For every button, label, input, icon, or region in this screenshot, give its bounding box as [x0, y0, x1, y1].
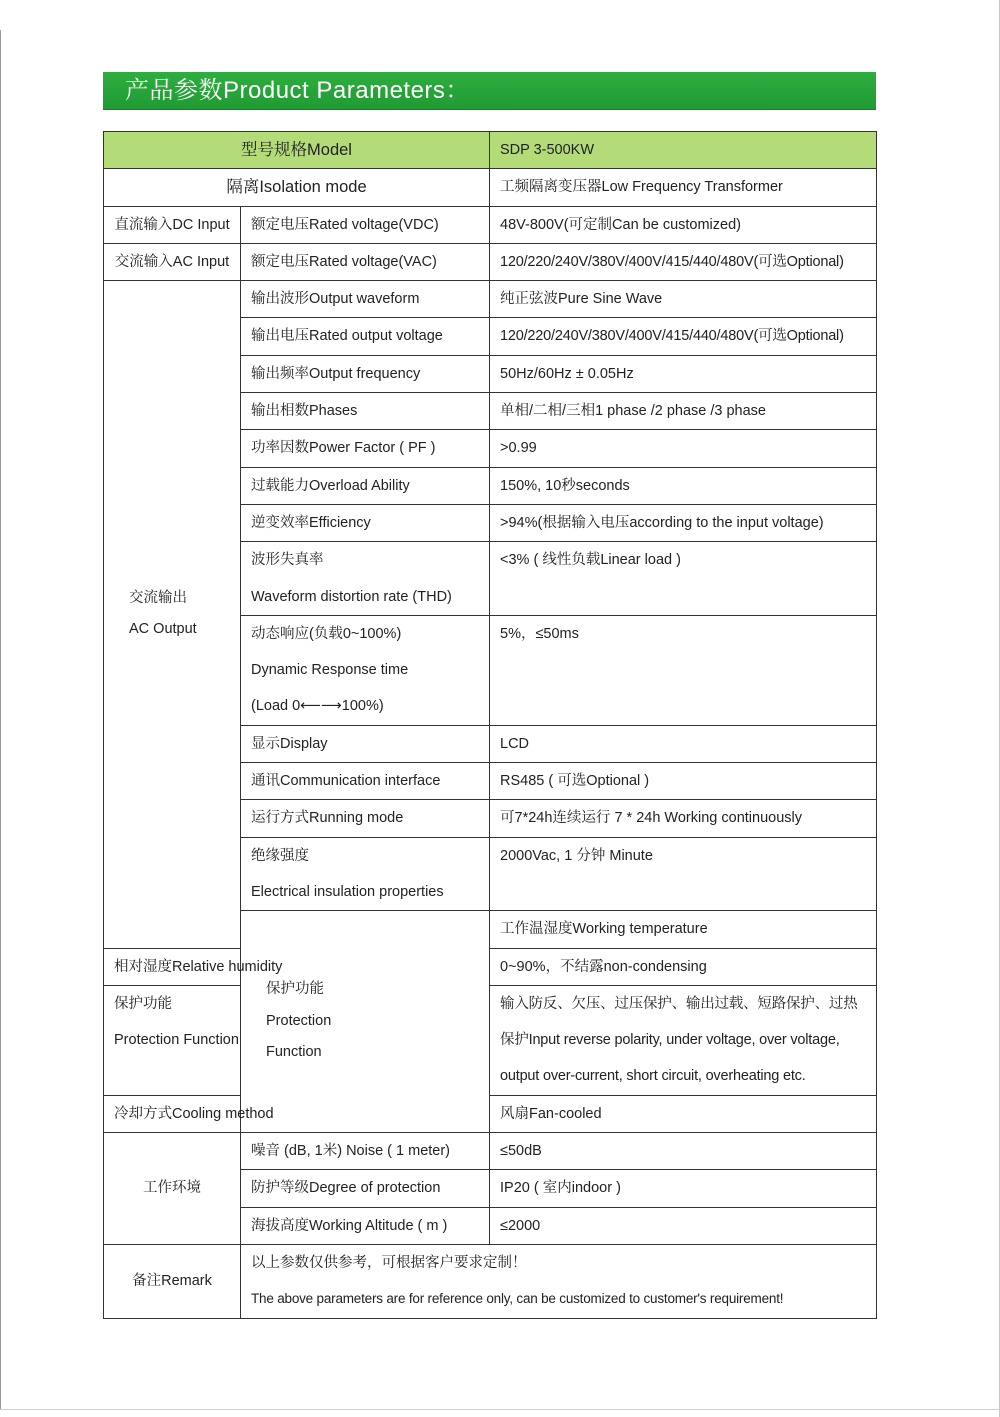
dynamic-response-value: 5%，≤50ms: [490, 615, 877, 725]
protection-function-value-1: 输入防反、欠压、过压保护、输出过载、短路保护、过热: [500, 995, 858, 1012]
dc-input-label: 额定电压Rated voltage(VDC): [241, 206, 490, 243]
spec-value: ≤2000: [490, 1207, 877, 1244]
insulation-label-en: Electrical insulation properties: [251, 883, 444, 900]
dc-input-group: 直流输入DC Input: [104, 206, 241, 243]
remark-line-cn: 以上参数仅供参考，可根据客户要求定制！: [251, 1254, 527, 1271]
spec-value: 纯正弦波Pure Sine Wave: [490, 281, 877, 318]
protection-group-cn: 保护功能: [266, 981, 324, 998]
table-row: [104, 948, 877, 985]
spec-value: LCD: [490, 725, 877, 762]
spec-label: 输出波形Output waveform: [241, 281, 490, 318]
thd-label-en: Waveform distortion rate (THD): [251, 588, 452, 605]
thd-label: [241, 542, 490, 616]
protection-function-value-3: output over-current, short circuit, overheating etc.: [500, 1068, 806, 1085]
spec-label: 通讯Communication interface: [241, 763, 490, 800]
thd-label-cn: 波形失真率: [251, 552, 324, 569]
section-title: 产品参数Product Parameters：: [125, 77, 470, 104]
protection-function-value-2: 保护Input reverse polarity, under voltage, over voltage,: [500, 1032, 840, 1049]
dynamic-label-load: (Load 0⟵⟶100%): [251, 698, 384, 715]
protection-function-label-en: Protection Function: [114, 1032, 239, 1049]
insulation-value: 2000Vac, 1 分钟 Minute: [490, 837, 877, 911]
remark-label: 备注Remark: [104, 1244, 241, 1318]
spec-value: RS485 ( 可选Optional ): [490, 763, 877, 800]
model-label: 型号规格Model: [104, 132, 490, 169]
model-value: SDP 3-500KW: [490, 132, 877, 169]
environment-group: 工作环境: [104, 1133, 241, 1245]
spec-label: 输出相数Phases: [241, 393, 490, 430]
spec-value: >0.99: [490, 430, 877, 467]
isolation-label: 隔离Isolation mode: [104, 169, 490, 206]
page-edge-bottom: [0, 1409, 1000, 1410]
spec-label: 逆变效率Efficiency: [241, 504, 490, 541]
spec-value: 120/220/240V/380V/400V/415/440/480V(可选Optional): [490, 318, 877, 355]
page-edge-left: [0, 30, 1, 1410]
protection-group-en1: Protection: [266, 1012, 332, 1029]
table-row: [104, 985, 877, 1095]
ac-input-group: 交流输入AC Input: [104, 243, 241, 280]
dynamic-response-label: [241, 615, 490, 725]
spec-label: 输出频率Output frequency: [241, 355, 490, 392]
ac-input-value: 120/220/240V/380V/400V/415/440/480V(可选Optional): [490, 243, 877, 280]
dynamic-label-en: Dynamic Response time: [251, 662, 409, 679]
remark-line-en: The above parameters are for reference only, can be customized to customer's requirement!: [251, 1291, 784, 1307]
spec-value: 50Hz/60Hz ± 0.05Hz: [490, 355, 877, 392]
spec-label: 运行方式Running mode: [241, 800, 490, 837]
spec-label: 过载能力Overload Ability: [241, 467, 490, 504]
dc-input-value: 48V-800V(可定制Can be customized): [490, 206, 877, 243]
spec-label: 功率因数Power Factor ( PF ): [241, 430, 490, 467]
ac-output-group: [104, 281, 241, 948]
table-row: [104, 169, 877, 206]
spec-value: 单相/二相/三相1 phase /2 phase /3 phase: [490, 393, 877, 430]
ac-output-group-cn: 交流输出: [129, 589, 187, 606]
ac-input-label: 额定电压Rated voltage(VAC): [241, 243, 490, 280]
spec-value: >94%(根据输入电压according to the input voltage): [490, 504, 877, 541]
isolation-value: 工频隔离变压器Low Frequency Transformer: [490, 169, 877, 206]
protection-function-label: [104, 985, 241, 1095]
spec-value: 150%, 10秒seconds: [490, 467, 877, 504]
dynamic-label-cn: 动态响应(负载0~100%): [251, 625, 402, 642]
table-row: [104, 206, 877, 243]
spec-value: 0~90%，不结露non-condensing: [490, 948, 877, 985]
table-row: [104, 281, 877, 318]
ac-output-group-en: AC Output: [129, 621, 197, 638]
spec-label: 冷却方式Cooling method: [104, 1095, 241, 1132]
table-row: [104, 1133, 877, 1170]
insulation-label-cn: 绝缘强度: [251, 847, 309, 864]
spec-label: 防护等级Degree of protection: [241, 1170, 490, 1207]
remark-value: [241, 1244, 877, 1318]
protection-function-label-cn: 保护功能: [114, 995, 172, 1012]
spec-label: 海拔高度Working Altitude ( m ): [241, 1207, 490, 1244]
table-row: [104, 1095, 877, 1132]
spec-value: ≤50dB: [490, 1133, 877, 1170]
spec-label: 噪音 (dB, 1米) Noise ( 1 meter): [241, 1133, 490, 1170]
spec-label: 输出电压Rated output voltage: [241, 318, 490, 355]
protection-group-en2: Function: [266, 1044, 322, 1061]
spec-value: 风扇Fan-cooled: [490, 1095, 877, 1132]
thd-value: <3% ( 线性负载Linear load ): [490, 542, 877, 616]
insulation-label: [241, 837, 490, 911]
spec-label: 显示Display: [241, 725, 490, 762]
spec-label: 相对湿度Relative humidity: [104, 948, 241, 985]
spec-value: 可7*24h连续运行 7 * 24h Working continuously: [490, 800, 877, 837]
section-banner: [103, 72, 876, 109]
product-parameters-table: [103, 131, 877, 1319]
table-header-row: [104, 132, 877, 169]
spec-value: IP20 ( 室内indoor ): [490, 1170, 877, 1207]
table-row: [104, 1244, 877, 1318]
protection-group: [241, 911, 490, 1133]
spec-label: 工作温湿度Working temperature: [490, 911, 877, 948]
table-row: [104, 243, 877, 280]
protection-function-value: [490, 985, 877, 1095]
